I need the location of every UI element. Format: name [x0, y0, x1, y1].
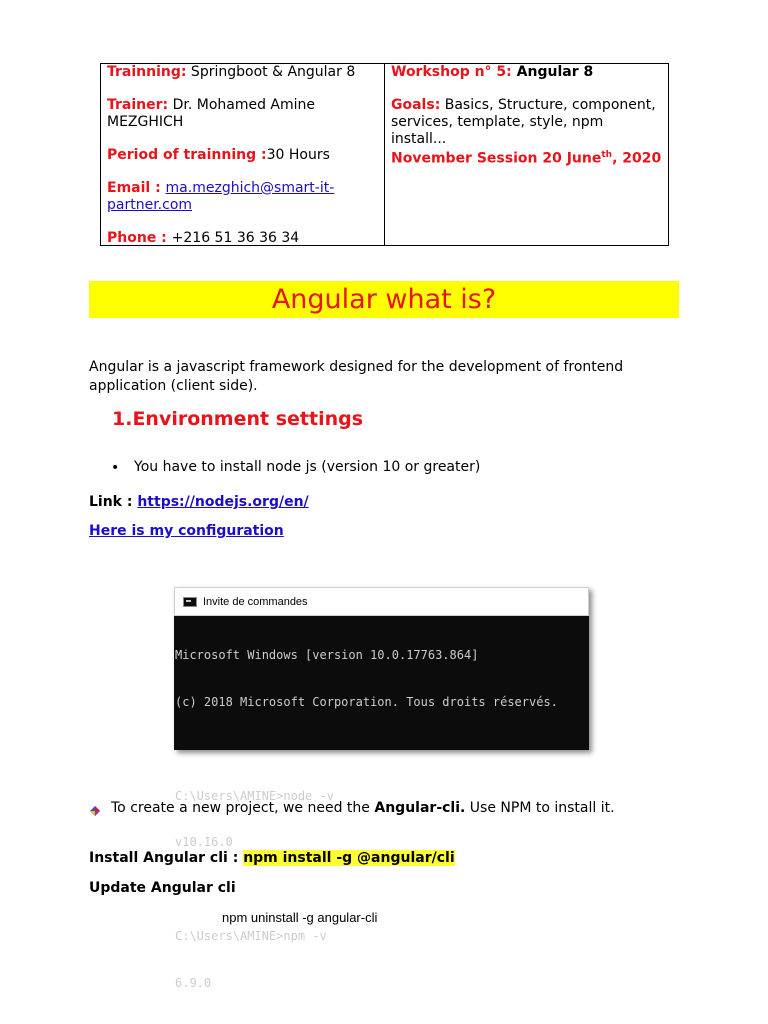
info-table	[100, 63, 669, 246]
install-command: npm install -g @angular/cli	[243, 850, 455, 866]
email-line	[107, 180, 378, 197]
terminal-line: (c) 2018 Microsoft Corporation. Tous droits réservés.	[175, 694, 558, 709]
terminal-titlebar	[174, 587, 589, 616]
workshop-label: Workshop n° 5:	[391, 64, 512, 80]
session-year: , 2020	[612, 150, 662, 167]
create-bold: Angular-cli.	[374, 800, 466, 816]
diamond-bullet-icon	[89, 805, 101, 817]
section-heading	[112, 408, 363, 430]
session-sup: th	[601, 150, 613, 160]
create-project-line	[111, 800, 615, 816]
workshop-value: Angular 8	[511, 64, 594, 80]
goals-value: Basics, Structure, component,	[440, 97, 656, 113]
session-line	[391, 147, 662, 168]
email-link[interactable]: ma.mezghich@smart-it-	[165, 180, 335, 196]
goals-value-2: services, template, style, npm install...	[391, 114, 604, 147]
create-after: Use NPM to install it.	[465, 800, 615, 816]
section-number: 1.	[112, 408, 133, 430]
config-link[interactable]: Here is my configuration	[89, 523, 284, 539]
intro-line-1: Angular is a javascript framework designed for the development of frontend	[89, 359, 624, 375]
info-right-cell	[385, 64, 668, 245]
terminal-line	[175, 882, 589, 898]
install-cli-line	[89, 850, 455, 866]
trainer-value: Dr. Mohamed Amine	[168, 97, 316, 113]
update-cli-label: Update Angular cli	[89, 880, 236, 896]
terminal-line: C:\Users\AMINE>npm -v	[175, 928, 327, 943]
email-link-2[interactable]: partner.com	[107, 197, 193, 213]
workshop-line	[391, 64, 662, 81]
link-label: Link :	[89, 494, 138, 510]
email-label: Email :	[107, 180, 166, 196]
bullet-dot: •	[111, 460, 120, 476]
terminal-line	[175, 742, 589, 758]
trainer-line-2	[107, 114, 378, 131]
create-before: To create a new project, we need the	[111, 800, 375, 816]
intro-line-2: application (client side).	[89, 378, 258, 394]
terminal-line: C:\Users\AMINE>node -v	[175, 788, 334, 803]
terminal-line: Microsoft Windows [version 10.0.17763.864]	[175, 648, 479, 663]
install-label: Install Angular cli :	[89, 850, 244, 866]
phone-line	[107, 230, 378, 247]
trainer-value-2: MEZGHICH	[107, 114, 184, 130]
nodejs-link[interactable]: https://nodejs.org/en/	[137, 494, 309, 510]
update-cli-command: npm uninstall -g angular-cli	[222, 910, 378, 925]
cmd-icon	[183, 597, 197, 607]
goals-line-2	[391, 114, 662, 148]
phone-label: Phone :	[107, 230, 172, 246]
trainer-label: Trainer:	[107, 97, 169, 113]
email-line-2	[107, 197, 378, 214]
terminal-line: 6.9.0	[175, 975, 212, 990]
intro-paragraph	[89, 358, 623, 396]
link-line	[89, 494, 309, 510]
bullet-text: You have to install node js (version 10 or greater)	[134, 459, 481, 475]
training-value: Springboot & Angular 8	[186, 64, 356, 80]
goals-label: Goals:	[391, 97, 441, 113]
period-line	[107, 147, 378, 164]
session-text: November Session 20 June	[391, 150, 602, 167]
training-label: Trainning:	[107, 64, 187, 80]
terminal-line: v10.16.0	[175, 835, 233, 850]
period-label: Period of trainning :	[107, 147, 267, 163]
section-title: Environment settings	[132, 408, 364, 430]
terminal-title: Invite de commandes	[203, 595, 308, 608]
phone-value: +216 51 36 36 34	[171, 230, 300, 246]
info-left-cell	[101, 64, 385, 245]
goals-line	[391, 97, 662, 114]
page-title: Angular what is?	[89, 281, 679, 318]
period-value: 30 Hours	[266, 147, 330, 163]
terminal-body	[174, 616, 589, 1022]
training-line	[107, 64, 378, 81]
trainer-line	[107, 97, 378, 114]
